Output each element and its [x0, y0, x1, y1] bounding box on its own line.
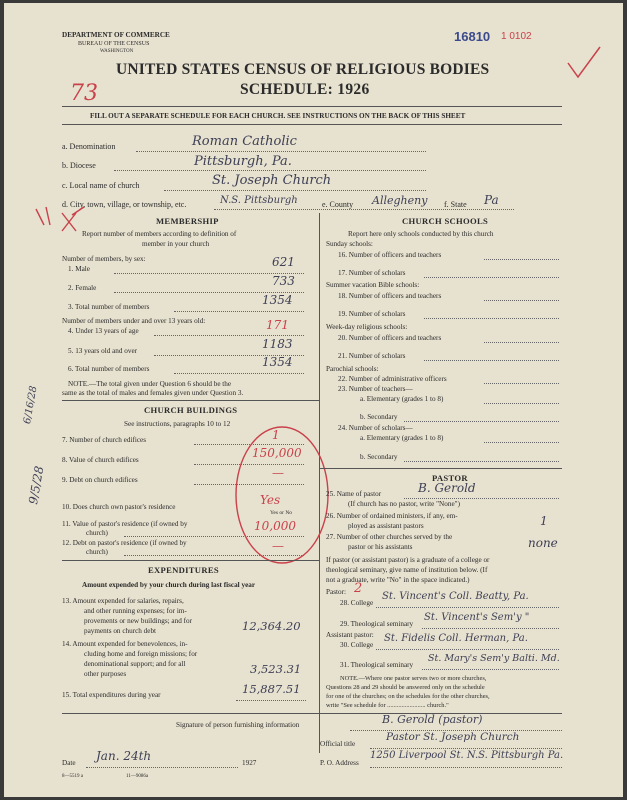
- q25-note: (If church has no pastor, write "None"): [348, 500, 460, 508]
- q27-value: none: [528, 536, 558, 550]
- schools-heading: CHURCH SCHOOLS: [402, 216, 489, 226]
- official-title-label: Official title: [320, 740, 356, 748]
- pastor-note-3: for one of the churches; on the schedules for the other churches,: [326, 693, 490, 700]
- margin-date-note: 6/16/28: [22, 385, 40, 425]
- q24a-label: a. Elementary (grades 1 to 8): [360, 434, 444, 442]
- signature-value: B. Gerold (pastor): [382, 713, 483, 726]
- q14-label-2: cluding home and foreign missions; for: [84, 650, 198, 658]
- q25-value: B. Gerold: [418, 481, 476, 495]
- q26-label-2: ployed as assistant pastors: [348, 522, 424, 530]
- state-value: Pa: [484, 193, 499, 207]
- city-label: d. City, town, village, or township, etc.: [62, 200, 187, 209]
- department-label: DEPARTMENT OF COMMERCE: [62, 31, 170, 39]
- q31-label: 31. Theological seminary: [340, 661, 414, 669]
- q4-label: 4. Under 13 years of age: [68, 327, 139, 335]
- pastor-instructions: If pastor (or assistant pastor) is a graduate of a college or: [326, 556, 490, 564]
- q1-label: 1. Male: [68, 265, 90, 273]
- members-by-age-label: Number of members under and over 13 years old:: [62, 317, 206, 325]
- local-name-value: St. Joseph Church: [212, 173, 332, 188]
- q13-value: 12,364.20: [242, 619, 301, 633]
- buildings-heading: CHURCH BUILDINGS: [144, 405, 238, 415]
- q31-value: St. Mary's Sem'y Balti. Md.: [428, 653, 560, 664]
- date-value: Jan. 24th: [96, 749, 152, 763]
- local-name-label: c. Local name of church: [62, 181, 140, 190]
- q3-value: 1354: [262, 293, 293, 307]
- date-label: Date: [62, 759, 76, 767]
- q2-value: 733: [272, 274, 295, 288]
- q26-value: 1: [540, 514, 548, 528]
- signature-label: Signature of person furnishing information: [176, 721, 300, 729]
- q13-label: 13. Amount expended for salaries, repairs,: [62, 597, 184, 605]
- q9-label: 9. Debt on church edifices: [62, 476, 138, 484]
- q24-label: 24. Number of scholars—: [338, 424, 413, 432]
- q7-value: 1: [272, 428, 280, 442]
- q23-label: 23. Number of teachers—: [338, 385, 413, 393]
- q25-label: 25. Name of pastor: [326, 490, 382, 498]
- q14-label-3: denominational support; and for all: [84, 660, 186, 668]
- q26-label: 26. Number of ordained ministers, if any, em-: [326, 512, 458, 520]
- q13-label-2: and other running expenses; for im-: [84, 607, 187, 615]
- q19-label: 19. Number of scholars: [338, 310, 406, 318]
- q2-label: 2. Female: [68, 284, 97, 292]
- margin-date-note-2: 9/5/28: [26, 464, 47, 506]
- red-circle-mark-icon: [230, 421, 340, 571]
- form-number: 8—5519 a: [62, 774, 83, 779]
- q1-value: 621: [272, 255, 295, 269]
- membership-intro-2: member in your church: [142, 240, 210, 248]
- address-label: P. O. Address: [320, 759, 359, 767]
- q6-label: 6. Total number of members: [68, 365, 150, 373]
- q8-value: 150,000: [252, 446, 302, 460]
- parochial-schools-label: Parochial schools:: [326, 365, 379, 373]
- weekday-schools-label: Week-day religious schools:: [326, 323, 408, 331]
- q20-label: 20. Number of officers and teachers: [338, 334, 442, 342]
- pastor-heading: PASTOR: [432, 473, 468, 483]
- q7-label: 7. Number of church edifices: [62, 436, 147, 444]
- q3-label: 3. Total number of members: [68, 303, 150, 311]
- pastor-instructions-3: not a graduate, write "No" in the space indicated.): [326, 576, 470, 584]
- denomination-label: a. Denomination: [62, 142, 116, 151]
- q27-label: 27. Number of other churches served by the: [326, 533, 453, 541]
- q12-label: 12. Debt on pastor's residence (if owned by: [62, 539, 187, 547]
- membership-heading: MEMBERSHIP: [156, 216, 219, 226]
- q12-label-2: church): [86, 548, 108, 556]
- address-value: 1250 Liverpool St. N.S. Pittsburgh Pa.: [370, 750, 564, 761]
- county-label: e. County: [322, 200, 354, 209]
- form-title: UNITED STATES CENSUS OF RELIGIOUS BODIES: [116, 61, 490, 78]
- q11-label-2: church): [86, 529, 108, 537]
- q10-label: 10. Does church own pastor's residence: [62, 503, 176, 511]
- q5-value: 1183: [262, 337, 293, 351]
- q27-label-2: pastor or his assistants: [348, 543, 413, 551]
- q8-label: 8. Value of church edifices: [62, 456, 139, 464]
- membership-note-2: same as the total of males and females given under Question 3.: [62, 389, 244, 397]
- pastor-note-2: Questions 28 and 29 should be answered only on the schedule: [326, 684, 485, 691]
- red-number: 73: [70, 81, 98, 106]
- q13-label-3: provements or new buildings; and for: [84, 617, 192, 625]
- diocese-label: b. Diocese: [62, 161, 96, 170]
- q30-label: 30. College: [340, 641, 374, 649]
- red-stamp: 1 0102: [501, 31, 532, 42]
- sunday-schools-label: Sunday schools:: [326, 240, 373, 248]
- summer-schools-label: Summer vacation Bible schools:: [326, 281, 420, 289]
- census-schedule-form: [4, 3, 623, 797]
- q15-value: 15,887.51: [242, 682, 301, 696]
- pastor-label: Pastor:: [326, 588, 346, 596]
- schools-intro: Report here only schools conducted by this church: [348, 230, 494, 238]
- q30-value: St. Fidelis Coll. Herman, Pa.: [384, 633, 528, 644]
- q18-label: 18. Number of officers and teachers: [338, 292, 442, 300]
- q14-label: 14. Amount expended for benevolences, in-: [62, 640, 188, 648]
- instruction-line: FILL OUT A SEPARATE SCHEDULE FOR EACH CHURCH. SEE INSTRUCTIONS ON THE BACK OF THIS SHEET: [90, 112, 466, 120]
- buildings-intro: See instructions, paragraphs 10 to 12: [124, 420, 231, 428]
- membership-intro: Report number of members according to definition of: [82, 230, 237, 238]
- diocese-value: Pittsburgh, Pa.: [194, 154, 292, 169]
- q10-value: Yes: [260, 493, 281, 507]
- q23a-label: a. Elementary (grades 1 to 8): [360, 395, 444, 403]
- stamp-number: 16810: [454, 29, 491, 44]
- q6-value: 1354: [262, 355, 293, 369]
- q29-value: St. Vincent's Sem'y ": [424, 612, 530, 623]
- expenditures-intro: Amount expended by your church during last fiscal year: [82, 581, 256, 589]
- expenditures-heading: EXPENDITURES: [148, 565, 219, 575]
- q13-label-4: payments on church debt: [84, 627, 157, 635]
- q29-label: 29. Theological seminary: [340, 620, 414, 628]
- q4-value: 171: [266, 318, 289, 332]
- city-label: WASHINGTON: [100, 49, 134, 54]
- q5-label: 5. 13 years old and over: [68, 347, 138, 355]
- bureau-label: BUREAU OF THE CENSUS: [78, 41, 150, 47]
- q28-label: 28. College: [340, 599, 374, 607]
- year-label: 1927: [242, 759, 257, 767]
- form-subtitle: SCHEDULE: 1926: [240, 81, 370, 98]
- q11-value: 10,000: [254, 519, 296, 533]
- q9-value: —: [272, 466, 284, 480]
- q28-value: St. Vincent's Coll. Beatty, Pa.: [382, 591, 529, 602]
- q12-value: —: [272, 539, 284, 553]
- q11-label: 11. Value of pastor's residence (if owned by: [62, 520, 188, 528]
- q22-label: 22. Number of administrative officers: [338, 375, 447, 383]
- pastor-instructions-2: theological seminary, give name of institution below. (If: [326, 566, 488, 574]
- yes-or-no-hint: Yes or No: [270, 510, 293, 516]
- city-value: N.S. Pittsburgh: [220, 195, 298, 206]
- red-mark-2: 2: [354, 581, 363, 596]
- q14-label-4: other purposes: [84, 670, 127, 678]
- q21-label: 21. Number of scholars: [338, 352, 406, 360]
- print-number: 11—9086a: [126, 774, 149, 779]
- q15-label: 15. Total expenditures during year: [62, 691, 161, 699]
- denomination-value: Roman Catholic: [192, 134, 297, 149]
- q23b-label: b. Secondary: [360, 413, 398, 421]
- membership-note: NOTE.—The total given under Question 6 should be the: [68, 380, 232, 388]
- official-title-value: Pastor St. Joseph Church: [386, 731, 520, 743]
- q17-label: 17. Number of scholars: [338, 269, 406, 277]
- q14-value: 3,523.31: [250, 662, 302, 676]
- pastor-note: NOTE.—Where one pastor serves two or more churches,: [340, 675, 487, 682]
- state-label: f. State: [444, 200, 467, 209]
- check-mark-icon: [564, 43, 604, 83]
- q24b-label: b. Secondary: [360, 453, 398, 461]
- members-by-sex-label: Number of members, by sex:: [62, 255, 146, 263]
- assistant-pastor-label: Assistant pastor:: [326, 631, 374, 639]
- county-value: Allegheny: [372, 194, 428, 207]
- q16-label: 16. Number of officers and teachers: [338, 251, 442, 259]
- pastor-note-4: write "See schedule for ........................ church.": [326, 702, 449, 709]
